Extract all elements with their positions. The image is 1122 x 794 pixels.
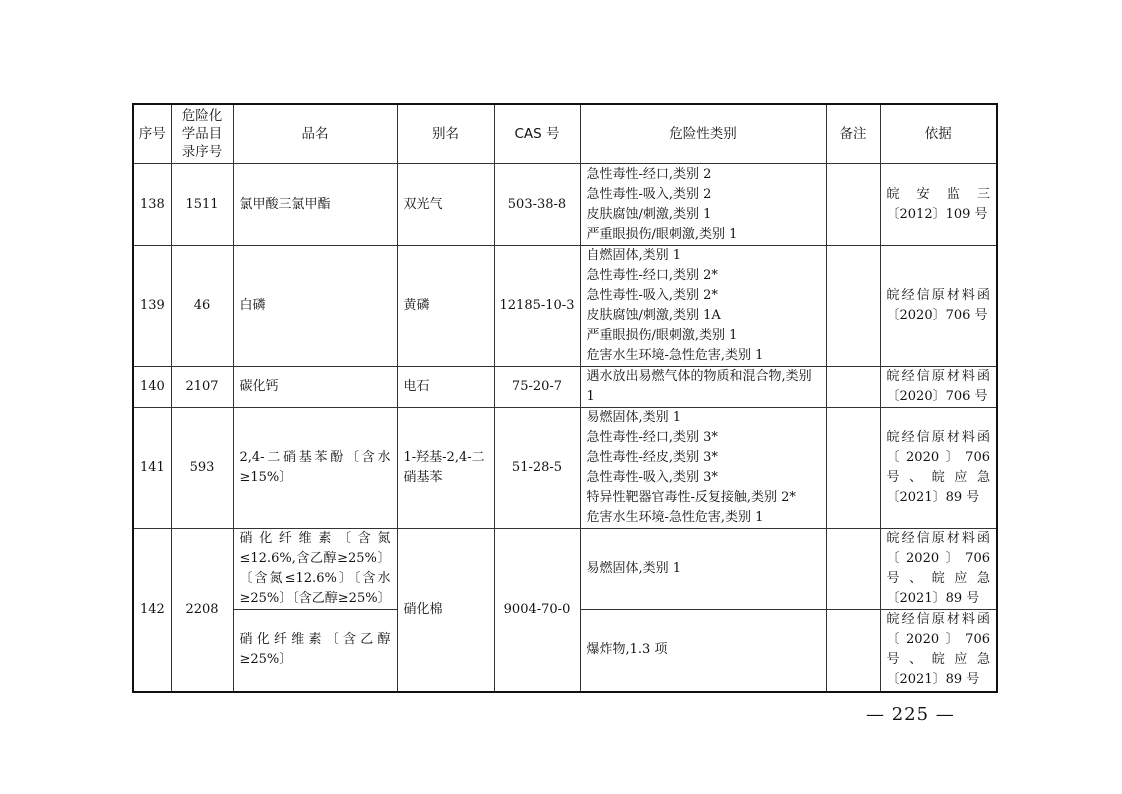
hazard-item: 易燃固体,类别 1 [586, 410, 682, 425]
cell-remark [826, 610, 880, 692]
table-row [133, 408, 997, 529]
cell-name: 硝化纤维素〔含乙醇≥25%〕 [233, 610, 397, 692]
cell-basis: 皖经信原材料函〔2020〕706 号、皖应急〔2021〕89 号 [880, 408, 997, 529]
cell-hazards [580, 408, 826, 529]
hazard-item: 严重眼损伤/眼刺激,类别 1 [586, 328, 738, 343]
hazard-item: 皮肤腐蚀/刺激,类别 1 [586, 206, 712, 222]
table-row [133, 367, 997, 408]
cell-name: 硝化纤维素〔含氮≤12.6%,含乙醇≥25%〕〔含氮≤12.6%〕〔含水≥25%〕〔含乙醇≥25%〕 [233, 529, 397, 610]
hazard-item: 遇水放出易燃气体的物质和混合物,类别 1 [586, 369, 812, 404]
table-row [133, 164, 997, 246]
cell-catalog-no: 2208 [171, 529, 233, 692]
header-cas: CAS 号 [494, 104, 580, 164]
hazard-item: 危害水生环境-急性危害,类别 1 [586, 348, 764, 363]
cell-remark [826, 367, 880, 408]
header-remark: 备注 [826, 104, 880, 164]
table-row [133, 529, 997, 610]
hazard-item: 自燃固体,类别 1 [586, 248, 682, 263]
hazard-item: 严重眼损伤/眼刺激,类别 1 [586, 226, 738, 242]
cell-hazards [580, 367, 826, 408]
cell-cas: 9004-70-0 [494, 529, 580, 692]
cell-basis: 皖经信原材料函〔2020〕706 号、皖应急〔2021〕89 号 [880, 610, 997, 692]
cell-seq: 140 [133, 367, 171, 408]
hazard-item: 急性毒性-吸入,类别 2 [586, 186, 712, 202]
hazard-item: 急性毒性-吸入,类别 2* [586, 288, 718, 303]
cell-basis: 皖经信原材料函〔2020〕706 号 [880, 367, 997, 408]
hazard-item: 皮肤腐蚀/刺激,类别 1A [586, 308, 721, 323]
hazard-item: 特异性靶器官毒性-反复接触,类别 2* [586, 490, 796, 505]
cell-alias: 黄磷 [397, 246, 494, 367]
table-row [133, 246, 997, 367]
cell-cas: 75-20-7 [494, 367, 580, 408]
cell-catalog-no: 593 [171, 408, 233, 529]
cell-alias: 双光气 [397, 164, 494, 246]
header-seq: 序号 [133, 104, 171, 164]
page-number: — 225 — [866, 704, 955, 725]
hazard-item: 爆炸物,1.3 项 [586, 642, 668, 658]
cell-alias: 1-羟基-2,4-二硝基苯 [397, 408, 494, 529]
header-name: 品名 [233, 104, 397, 164]
cell-catalog-no: 46 [171, 246, 233, 367]
hazard-item: 急性毒性-经口,类别 3* [586, 430, 718, 445]
cell-seq: 138 [133, 164, 171, 246]
hazard-item: 急性毒性-吸入,类别 3* [586, 470, 718, 485]
cell-basis: 皖经信原材料函〔2020〕706 号、皖应急〔2021〕89 号 [880, 529, 997, 610]
hazardous-chemicals-table [132, 103, 998, 693]
cell-seq: 141 [133, 408, 171, 529]
cell-name: 2,4-二硝基苯酚〔含水≥15%〕 [233, 408, 397, 529]
cell-cas: 51-28-5 [494, 408, 580, 529]
cell-remark [826, 408, 880, 529]
cell-hazards [580, 610, 826, 692]
header-catalog-no: 危险化学品目录序号 [171, 104, 233, 164]
cell-alias: 电石 [397, 367, 494, 408]
cell-remark [826, 164, 880, 246]
cell-catalog-no: 1511 [171, 164, 233, 246]
cell-alias: 硝化棉 [397, 529, 494, 692]
cell-name: 氯甲酸三氯甲酯 [233, 164, 397, 246]
hazard-item: 危害水生环境-急性危害,类别 1 [586, 510, 764, 525]
header-alias: 别名 [397, 104, 494, 164]
cell-name: 碳化钙 [233, 367, 397, 408]
cell-hazards [580, 164, 826, 246]
cell-cas: 12185-10-3 [494, 246, 580, 367]
hazard-item: 急性毒性-经口,类别 2* [586, 268, 718, 283]
cell-catalog-no: 2107 [171, 367, 233, 408]
cell-seq: 142 [133, 529, 171, 692]
cell-remark [826, 246, 880, 367]
cell-basis: 皖安监三〔2012〕109 号 [880, 164, 997, 246]
cell-basis: 皖经信原材料函〔2020〕706 号 [880, 246, 997, 367]
cell-name: 白磷 [233, 246, 397, 367]
cell-cas: 503-38-8 [494, 164, 580, 246]
hazard-item: 易燃固体,类别 1 [586, 561, 682, 576]
cell-remark [826, 529, 880, 610]
table-header-row [133, 104, 997, 164]
cell-hazards [580, 246, 826, 367]
cell-hazards [580, 529, 826, 610]
hazard-item: 急性毒性-经口,类别 2 [586, 166, 712, 182]
header-basis: 依据 [880, 104, 997, 164]
header-hazard: 危险性类别 [580, 104, 826, 164]
hazard-item: 急性毒性-经皮,类别 3* [586, 450, 718, 465]
cell-seq: 139 [133, 246, 171, 367]
